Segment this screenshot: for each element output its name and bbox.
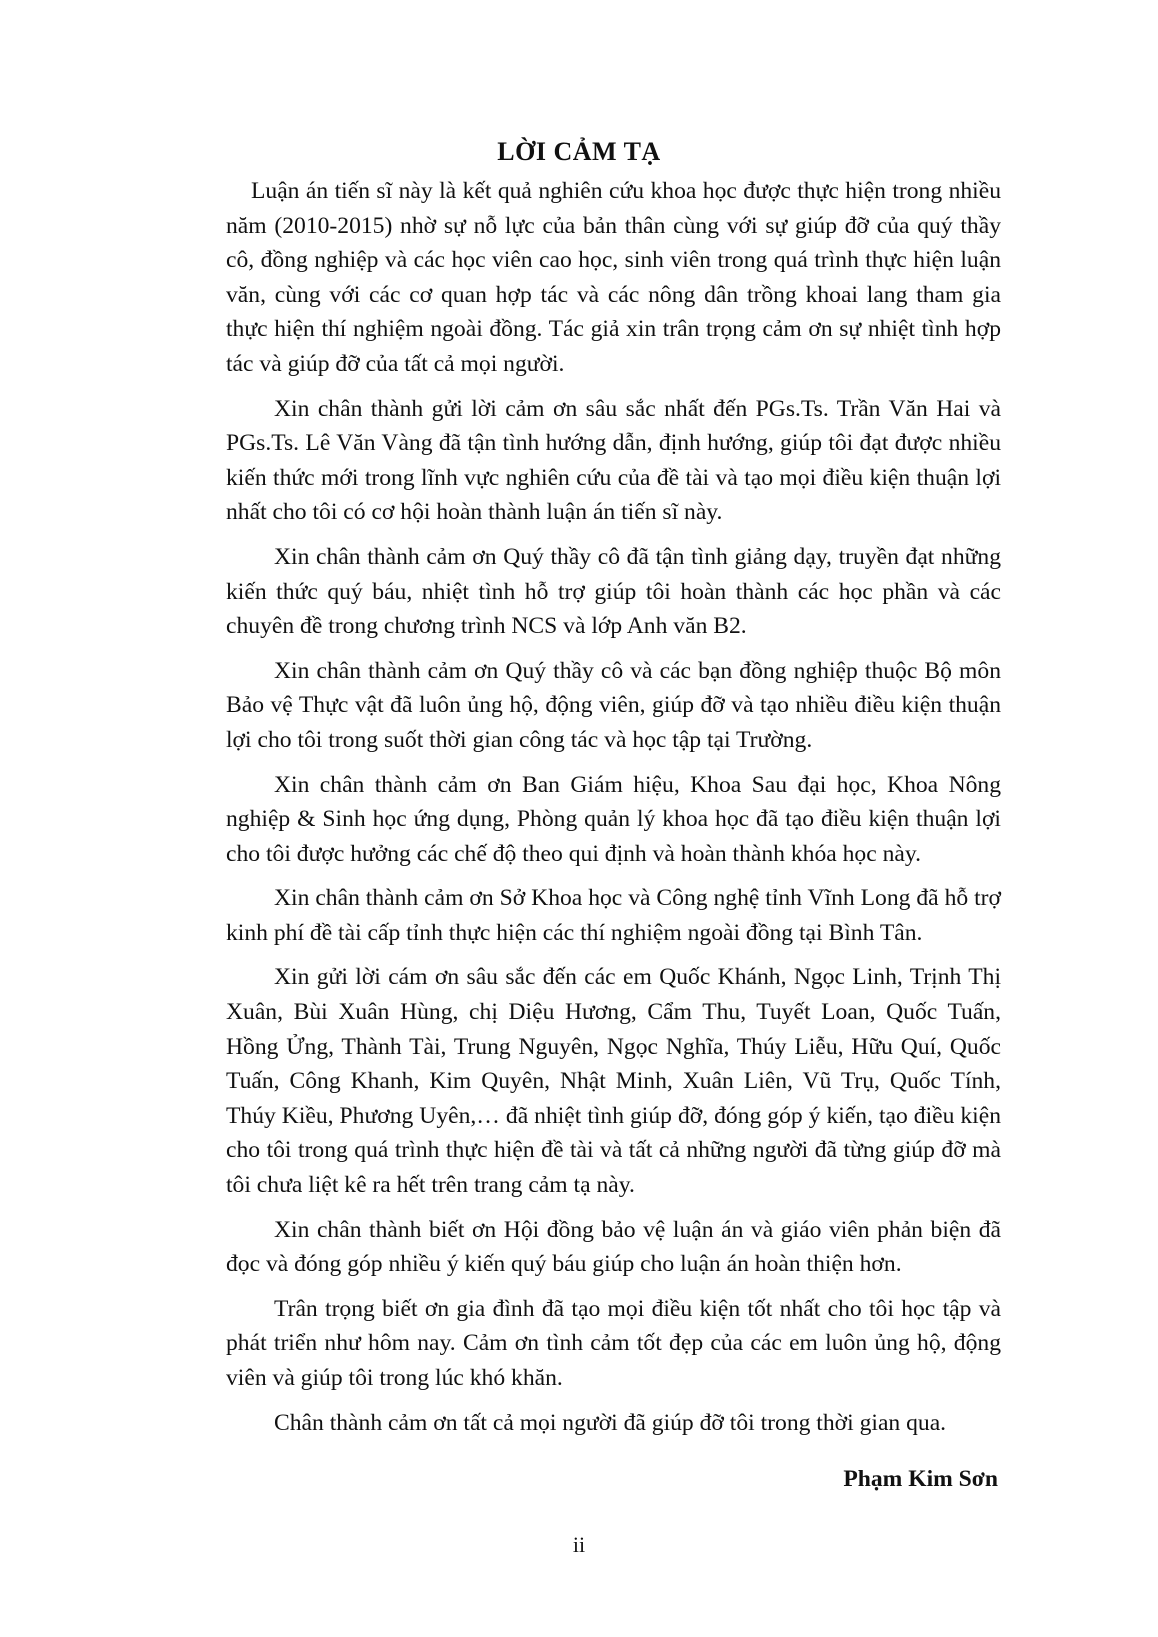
paragraph: Xin gửi lời cám ơn sâu sắc đến các em Quốc Khánh, Ngọc Linh, Trịnh Thị Xuân, Bùi Xuân Hùng, chị Diệu Hương, Cẩm Thu, Tuyết Loan, Quốc Tuấn, Hồng Ửng, Thành Tài, Trung Nguyên, Ngọc Nghĩa, Thúy Liễu, Hữu Quí, Quốc Tuấn, Công Khanh, Kim Quyên, Nhật Minh, Xuân Liên, Vũ Trụ, Quốc Tính, Thúy Kiều, Phương Uyên,… đã nhiệt tình giúp đỡ, đóng góp ý kiến, tạo điều kiện cho tôi trong quá trình thực hiện đề tài và tất cả những người đã từng giúp đỡ mà tôi chưa liệt kê ra hết trên trang cảm tạ này. bbox=[226, 964, 1001, 1199]
page-title: LỜI CẢM TẠ bbox=[497, 137, 661, 166]
author-signature: Phạm Kim Sơn bbox=[843, 1466, 998, 1492]
paragraph: Xin chân thành cảm ơn Sở Khoa học và Công nghệ tỉnh Vĩnh Long đã hỗ trợ kinh phí đề tài cấp tỉnh thực hiện các thí nghiệm ngoài đồng tại Bình Tân. bbox=[226, 885, 1001, 946]
paragraph: Xin chân thành gửi lời cảm ơn sâu sắc nhất đến PGs.Ts. Trần Văn Hai và PGs.Ts. Lê Văn Vàng đã tận tình hướng dẫn, định hướng, giúp tôi đạt được nhiều kiến thức mới trong lĩnh vực nghiên cứu của đề tài và tạo mọi điều kiện thuận lợi nhất cho tôi có cơ hội hoàn thành luận án tiến sĩ này. bbox=[226, 395, 1001, 526]
acknowledgement-body bbox=[226, 174, 1001, 1450]
paragraph: Chân thành cảm ơn tất cả mọi người đã giúp đỡ tôi trong thời gian qua. bbox=[274, 1409, 947, 1436]
paragraph: Trân trọng biết ơn gia đình đã tạo mọi điều kiện tốt nhất cho tôi học tập và phát triển như hôm nay. Cảm ơn tình cảm tốt đẹp của các em luôn ủng hộ, động viên và giúp tôi trong lúc khó khăn. bbox=[226, 1295, 1001, 1391]
paragraph: Xin chân thành cảm ơn Quý thầy cô và các bạn đồng nghiệp thuộc Bộ môn Bảo vệ Thực vật đã luôn ủng hộ, động viên, giúp đỡ và tạo nhiều điều kiện thuận lợi cho tôi trong suốt thời gian công tác và học tập tại Trường. bbox=[226, 657, 1001, 753]
paragraph: Luận án tiến sĩ này là kết quả nghiên cứu khoa học được thực hiện trong nhiều năm (2010-2015) nhờ sự nỗ lực của bản thân cùng với sự giúp đỡ của quý thầy cô, đồng nghiệp và các học viên cao học, sinh viên trong quá trình thực hiện luận văn, cùng với các cơ quan hợp tác và các nông dân trồng khoai lang tham gia thực hiện thí nghiệm ngoài đồng. Tác giả xin trân trọng cảm ơn sự nhiệt tình hợp tác và giúp đỡ của tất cả mọi người. bbox=[226, 178, 1001, 377]
paragraph: Xin chân thành biết ơn Hội đồng bảo vệ luận án và giáo viên phản biện đã đọc và đóng góp nhiều ý kiến quý báu giúp cho luận án hoàn thiện hơn. bbox=[226, 1216, 1001, 1278]
paragraph: Xin chân thành cảm ơn Quý thầy cô đã tận tình giảng dạy, truyền đạt những kiến thức quý báu, nhiệt tình hỗ trợ giúp tôi hoàn thành các học phần và các chuyên đề trong chương trình NCS và lớp Anh văn B2. bbox=[226, 543, 1001, 640]
page-number: ii bbox=[572, 1532, 586, 1557]
paragraph: Xin chân thành cảm ơn Ban Giám hiệu, Khoa Sau đại học, Khoa Nông nghiệp & Sinh học ứng dụng, Phòng quản lý khoa học đã tạo điều kiện thuận lợi cho tôi được hưởng các chế độ theo qui định và hoàn thành khóa học này. bbox=[226, 771, 1001, 867]
